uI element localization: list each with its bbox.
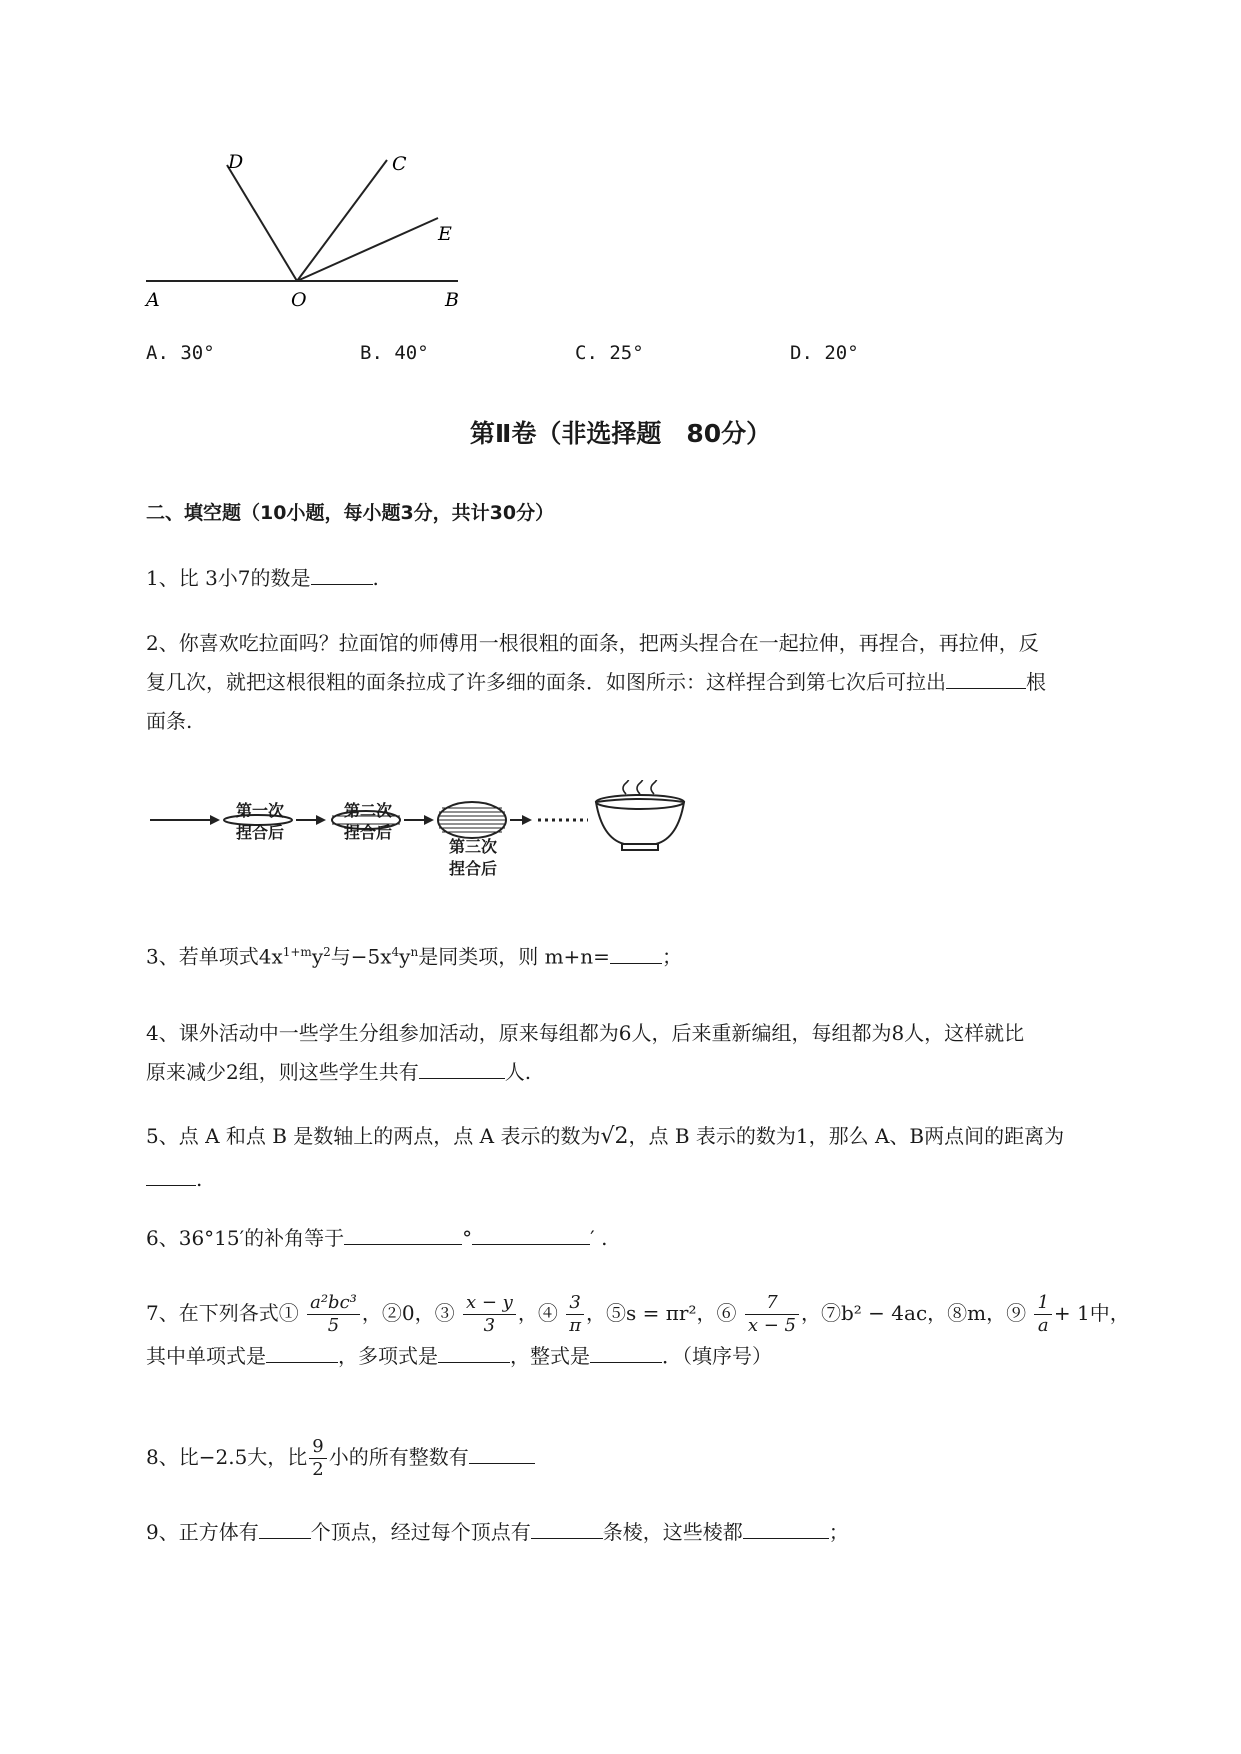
label-b: B xyxy=(445,289,459,310)
label-a: A xyxy=(146,289,160,310)
answer-blank[interactable] xyxy=(311,560,373,585)
fraction: $\frac{\text{a²bc³}}{5}$ xyxy=(307,1292,360,1337)
question-9: 9、正方体有 个顶点，经过每个顶点有 条棱，这些棱都 ； xyxy=(146,1514,1156,1550)
question-5: 5、点 A 和点 B 是数轴上的两点，点 A 表示的数为√2，点 B 表示的数为1，那么 A、B两点间的距离为 . xyxy=(146,1124,1065,1191)
question-8: 8、比−2.5大，比 $\frac{9}{2}$ 小的所有整数有 xyxy=(146,1432,1156,1482)
option-d: D. 20° xyxy=(790,342,859,364)
noodle-label-2: 第二次 捏合后 xyxy=(343,801,392,842)
label-o: O xyxy=(291,289,307,310)
answer-blank[interactable] xyxy=(266,1338,338,1363)
question-1: 1、比 3小7的数是 . xyxy=(146,560,1156,596)
angle-figure xyxy=(140,150,470,310)
label-d: D xyxy=(228,151,244,173)
answer-blank[interactable] xyxy=(146,1161,196,1186)
option-b: B. 40° xyxy=(360,342,429,364)
option-c: C. 25° xyxy=(575,342,644,364)
fraction: $\frac{3}{\pi}$ xyxy=(566,1292,584,1337)
question-4: 4、课外活动中一些学生分组参加活动，原来每组都为6人，后来重新编组，每组都为8人，这样就比 原来减少2组，则这些学生共有 人. xyxy=(146,1021,1025,1084)
ray-oe xyxy=(297,218,438,281)
answer-blank[interactable] xyxy=(472,1220,590,1245)
fraction: $\frac{1}{a}$ xyxy=(1034,1292,1051,1337)
part-title: 第Ⅱ卷（非选择题 80分） xyxy=(469,419,772,448)
answer-blank[interactable] xyxy=(531,1514,603,1539)
answer-blank[interactable] xyxy=(743,1514,829,1539)
answer-blank[interactable] xyxy=(946,664,1026,689)
answer-blank[interactable] xyxy=(469,1439,535,1464)
answer-blank[interactable] xyxy=(438,1338,510,1363)
question-6: 6、36°15′的补角等于 ° ′ . xyxy=(146,1220,1156,1256)
answer-blank[interactable] xyxy=(344,1220,462,1245)
section-title: 二、填空题（10小题，每小题3分，共计30分） xyxy=(146,502,555,524)
fraction: $\frac{x - y}{3}$ xyxy=(463,1292,516,1337)
fraction: $\frac{9}{2}$ xyxy=(309,1436,326,1481)
question-2: 2、你喜欢吃拉面吗？拉面馆的师傅用一根很粗的面条，把两头捏合在一起拉伸，再捏合，再拉伸，反 复几次，就把这根很粗的面条拉成了许多细的面条．如图所示：这样捏合到第七次后可拉出 根 面条. xyxy=(146,631,1046,733)
noodle-label-3: 第三次 捏合后 xyxy=(448,837,497,878)
answer-blank[interactable] xyxy=(610,939,662,964)
noodle-label-1: 第一次 捏合后 xyxy=(235,801,284,842)
question-7: 7、在下列各式① $\frac{\text{a²bc³}}{5}$ ，②0，③ $\frac{x - y}{3}$ ，④ $\frac{3}{\pi}$ ，⑤s = πr²，⑥ $\frac{7}{x - 5}$ ，⑦b² − 4ac，⑧m，⑨ $\frac{1}{a}$ + 1中， 其中单项式是 ，多项式是 ，整式是 ．（填序号） xyxy=(146,1292,1130,1368)
answer-blank[interactable] xyxy=(590,1338,662,1363)
answer-blank[interactable] xyxy=(259,1514,311,1539)
sqrt-2: √2 xyxy=(600,1124,629,1149)
option-a: A. 30° xyxy=(146,342,215,364)
label-c: C xyxy=(392,153,407,175)
ray-od xyxy=(227,165,297,281)
bowl-icon xyxy=(596,780,684,850)
question-3: 3、若单项式$4x^{1+m}y^2$与$-5x^4y^n$是同类项，则 m+n= ； xyxy=(146,934,1156,975)
ray-oc xyxy=(297,160,387,281)
answer-blank[interactable] xyxy=(419,1054,505,1079)
label-e: E xyxy=(438,223,452,245)
fraction: $\frac{7}{x - 5}$ xyxy=(745,1292,799,1337)
